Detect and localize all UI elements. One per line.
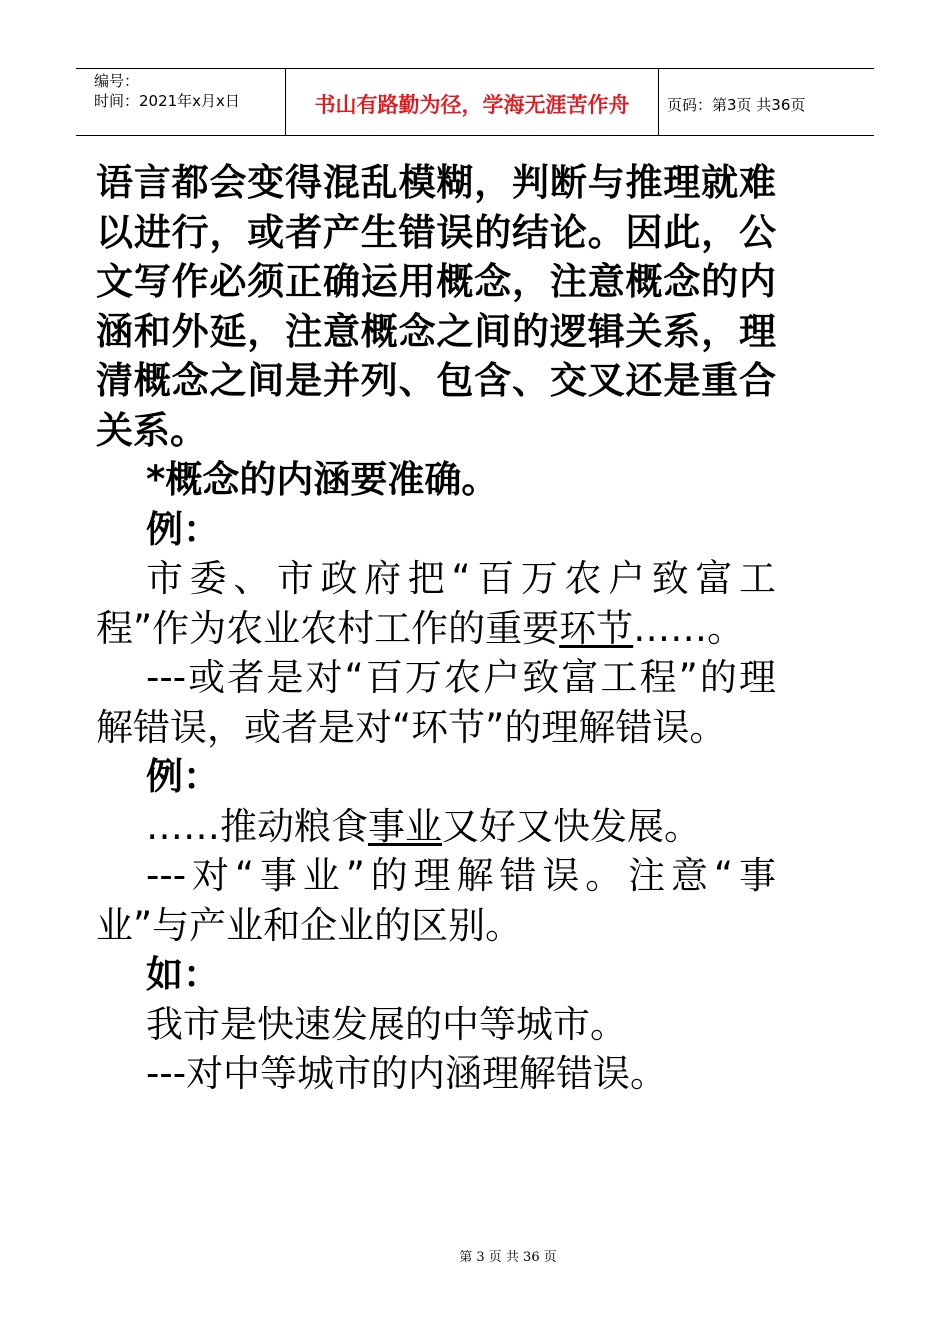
paragraph-2: *概念的内涵要准确。 (146, 458, 499, 501)
header-page-info: 页码：第3页 共36页 (667, 95, 806, 114)
paragraph-7-text-a: ……推动粮食 (146, 804, 368, 848)
paragraph-4-underlined: 环节 (559, 606, 634, 650)
paragraph-11: ---对中等城市的内涵理解错误。 (146, 1052, 668, 1095)
header-page-cell (659, 69, 874, 135)
paragraph-1: 语言都会变得混乱模糊，判断与推理就难以进行，或者产生错误的结论。因此，公文写作必须正确运用概念，注意概念的内涵和外延，注意概念之间的逻辑关系，理清概念之间是并列、包含、交叉还是重合关系。 (96, 161, 776, 452)
paragraph-4-text-b: ……。 (633, 606, 745, 650)
footer-page-number: 第 3 页 共 36 页 (459, 1250, 557, 1265)
paragraph-7-text-b: 又好又快发展。 (442, 804, 701, 848)
document-body (96, 158, 776, 1099)
paragraph-5: ---或者是对“百万农户致富工程”的理解错误，或者是对“环节”的理解错误。 (96, 656, 776, 749)
header-motto: 书山有路勤为径，学海无涯苦作舟 (314, 93, 630, 117)
paragraph-6: 例： (146, 755, 220, 798)
paragraph-4 (96, 554, 776, 653)
header-time-label: 时间：2021年x月x日 (94, 92, 240, 110)
page-footer (0, 1246, 950, 1265)
paragraph-4-text-a: 市委、市政府把“百万农户致富工程”作为农业农村工作的重要 (96, 557, 776, 650)
page-header (76, 68, 874, 136)
paragraph-7-underlined: 事业 (368, 804, 442, 848)
paragraph-10: 我市是快速发展的中等城市。 (146, 1002, 627, 1046)
header-number-label: 编号： (94, 72, 140, 90)
header-motto-cell (286, 69, 659, 135)
paragraph-3: 例： (146, 507, 220, 551)
paragraph-8: ---对“事业”的理解错误。注意“事业”与产业和企业的区别。 (96, 854, 776, 947)
paragraph-9: 如： (146, 953, 220, 996)
header-meta-cell (76, 69, 286, 135)
paragraph-7 (96, 802, 776, 852)
